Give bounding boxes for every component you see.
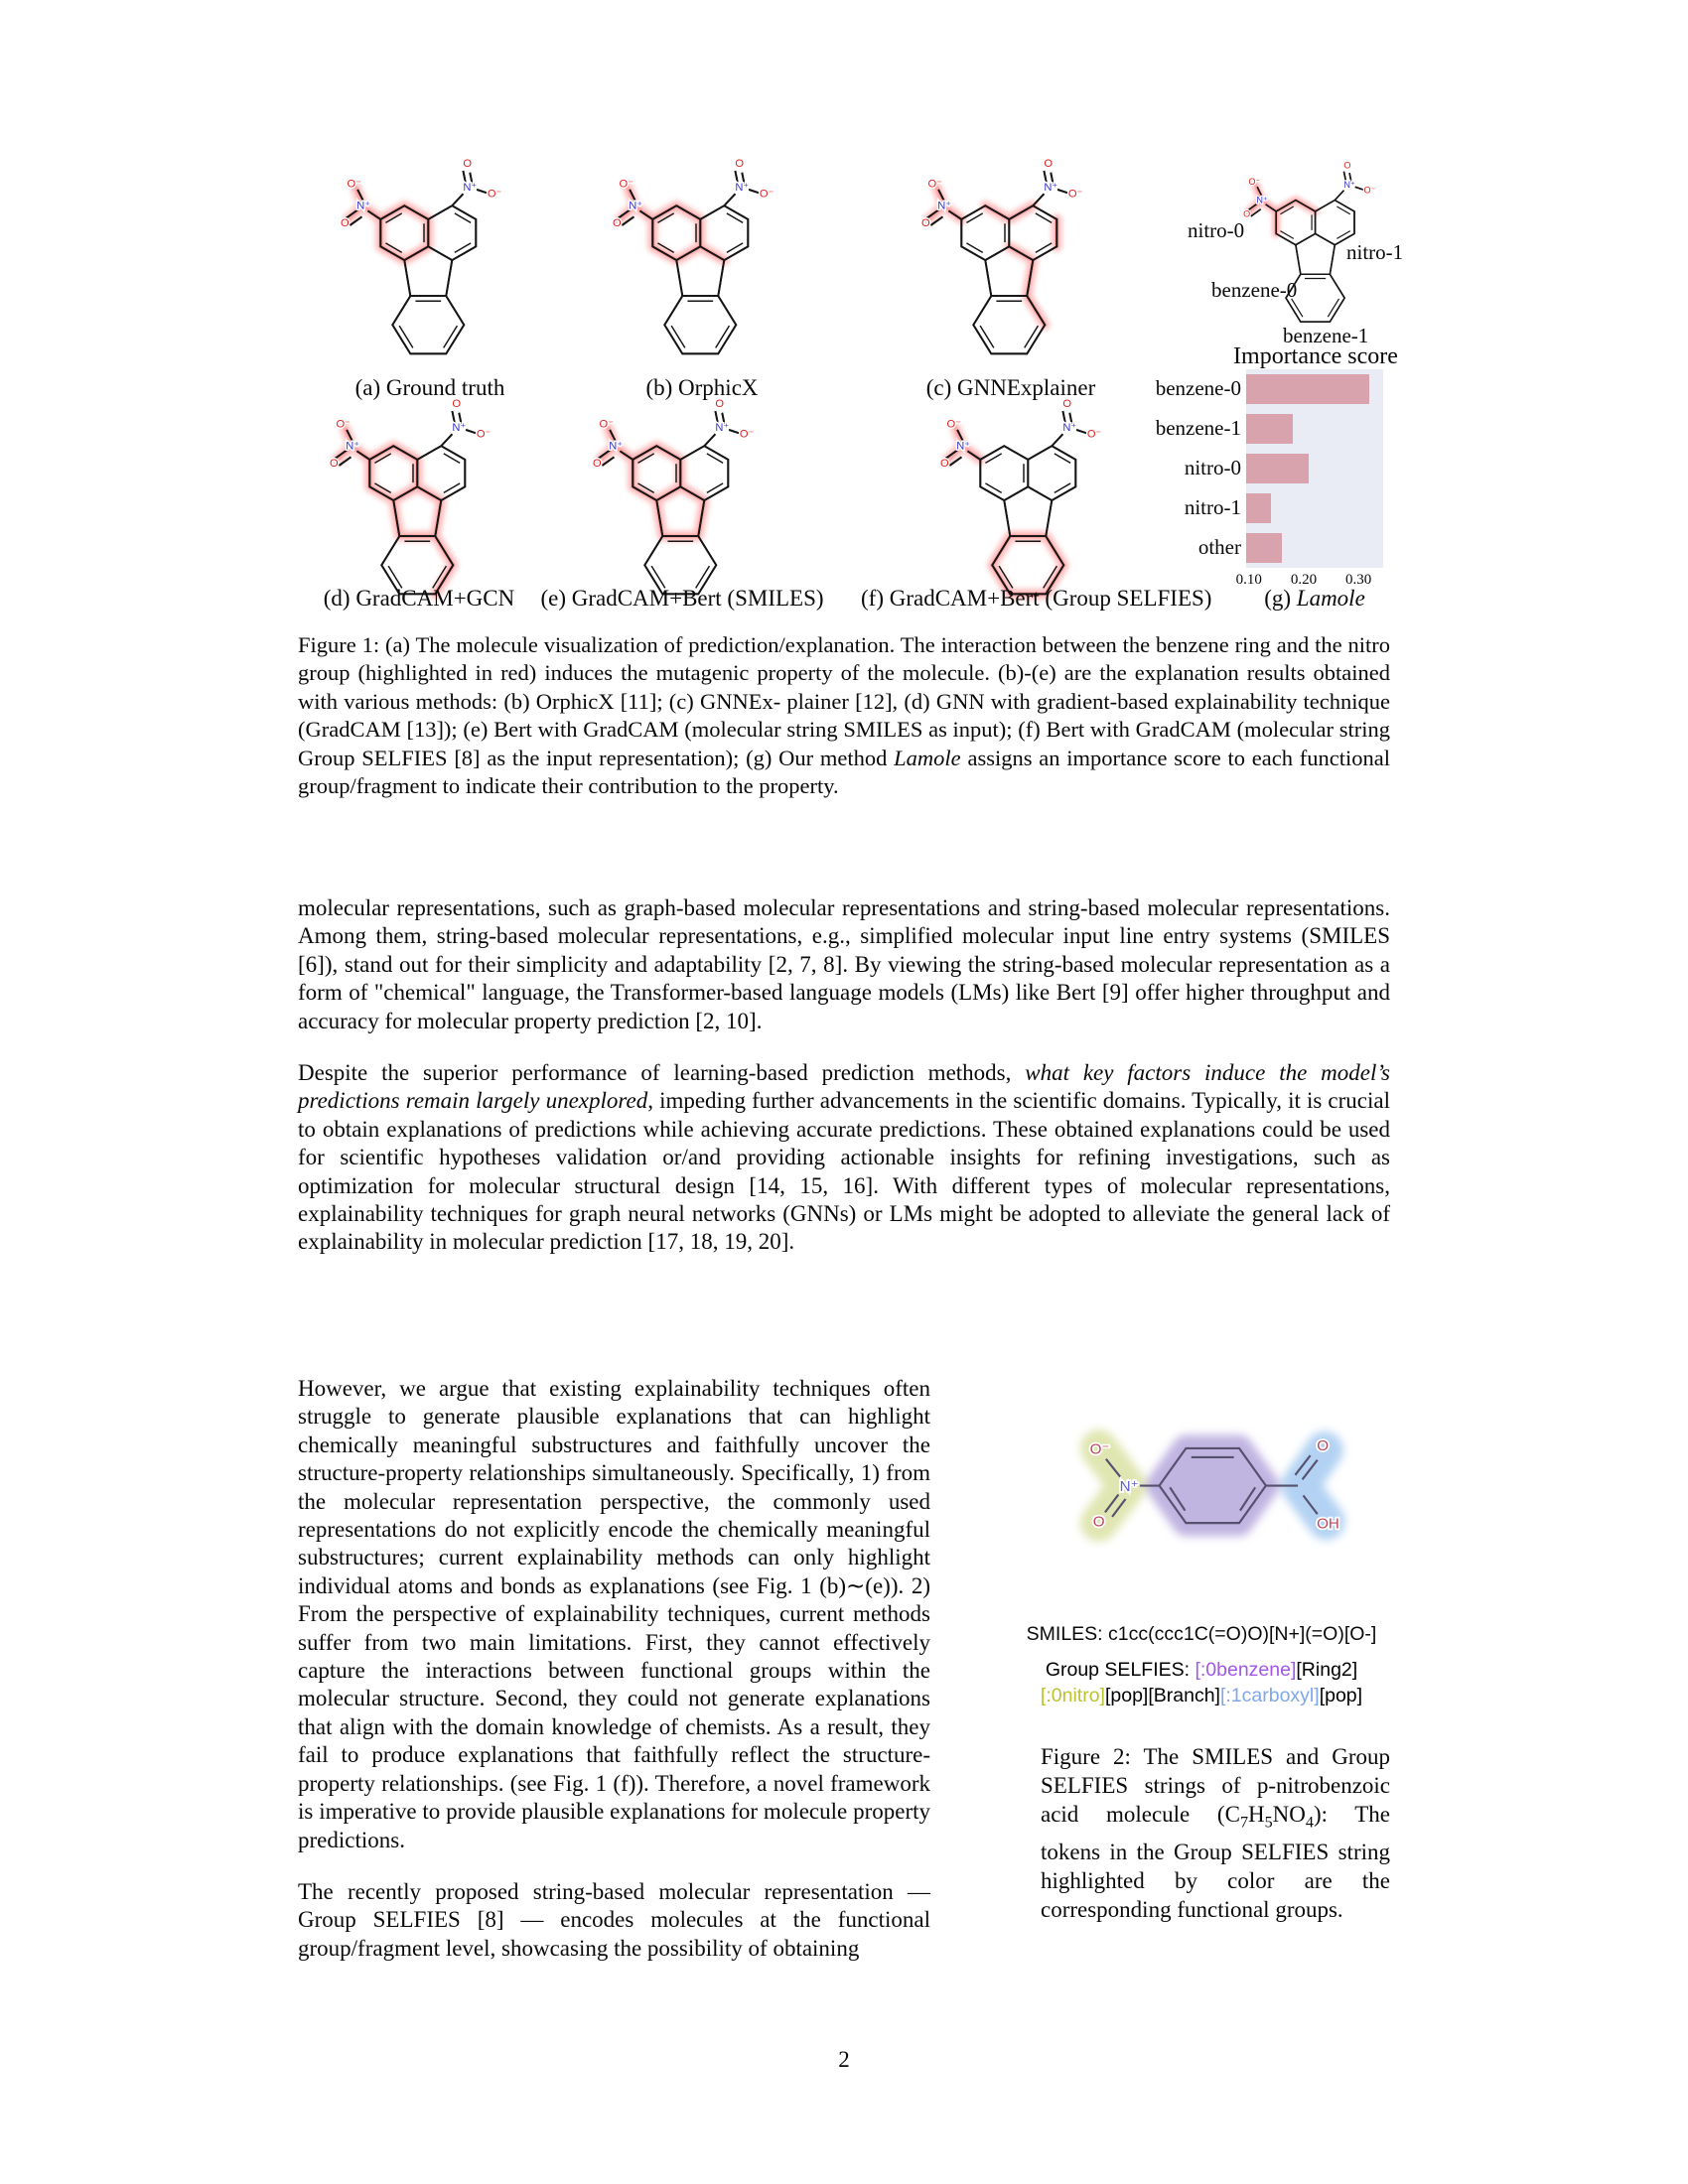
fragment-label-nitro0: nitro-0	[1188, 218, 1245, 242]
chart-title: Importance score	[1233, 343, 1398, 369]
chart-bar-benzene-1	[1246, 414, 1293, 444]
molecule-structure	[330, 393, 508, 614]
selfies-token: [:0nitro]	[1040, 1685, 1105, 1706]
svg-text:O⁻: O⁻	[599, 418, 614, 431]
chart-xtick-label: 0.30	[1345, 572, 1372, 588]
svg-text:N⁺: N⁺	[629, 200, 643, 212]
figure1-caption: Figure 1: (a) The molecule visualization of prediction/explanation. The interaction between the benzene ring and the nitro group (highlighted in red) induces the mutagenic property of the molecule. (b)-(e) are the explanation results obtained with various methods: (b) OrphicX [11]; (c) GNNEx- plainer [12], (d) GNN with gradient-based explainability technique (GradCAM [13]); (e) Bert with GradCAM (molecular string SMILES as input); (f) Bert with GradCAM (molecular string Group SELFIES [8] as the input representation); (g) Our method Lamole assigns an importance score to each functional group/fragment to indicate their contribution to the property.	[298, 632, 1390, 799]
svg-text:N⁺: N⁺	[735, 181, 750, 194]
svg-text:O: O	[940, 457, 949, 470]
fragment-label-benzene0: benzene-0	[1211, 278, 1298, 302]
svg-text:N⁺: N⁺	[1062, 421, 1077, 434]
svg-text:O⁻: O⁻	[759, 188, 774, 201]
molecule-structure	[593, 393, 772, 614]
svg-text:N⁺: N⁺	[463, 181, 478, 194]
svg-text:O: O	[593, 457, 602, 470]
svg-text:O: O	[1092, 1513, 1105, 1531]
svg-text:N⁺: N⁺	[715, 421, 730, 434]
figure1-panel-a	[341, 153, 519, 379]
page-number: 2	[838, 2047, 850, 2072]
svg-text:O⁻: O⁻	[336, 418, 351, 431]
svg-text:N⁺: N⁺	[937, 200, 952, 212]
svg-text:O⁻: O⁻	[1089, 1440, 1110, 1458]
molecule-structure-fig2	[1046, 1413, 1383, 1560]
selfies-token: Group SELFIES:	[1045, 1659, 1196, 1681]
svg-text:O: O	[1243, 208, 1251, 219]
chart-category-label: benzene-1	[1155, 416, 1241, 440]
svg-text:N⁺: N⁺	[452, 421, 467, 434]
chart-xtick-label: 0.20	[1290, 572, 1318, 588]
svg-text:N⁺: N⁺	[356, 200, 371, 212]
svg-text:O⁻: O⁻	[946, 418, 961, 431]
svg-text:N⁺: N⁺	[1119, 1477, 1139, 1495]
molecule-structure	[341, 153, 519, 374]
panel-caption-a: (a) Ground truth	[354, 375, 505, 400]
chart-category-label: benzene-0	[1155, 376, 1241, 400]
svg-text:N⁺: N⁺	[956, 440, 971, 453]
svg-text:N⁺: N⁺	[1044, 181, 1058, 194]
svg-text:N⁺: N⁺	[346, 440, 360, 453]
svg-text:O⁻: O⁻	[619, 178, 633, 191]
svg-text:N⁺: N⁺	[1256, 195, 1268, 205]
importance-score-chart	[1246, 369, 1383, 568]
group-selfies-string-line2	[1013, 1685, 1390, 1707]
selfies-token: [:0benzene]	[1195, 1659, 1297, 1681]
selfies-token: [pop]	[1319, 1685, 1363, 1706]
group-selfies-string-line1	[1013, 1659, 1390, 1682]
svg-text:N⁺: N⁺	[1343, 179, 1355, 190]
svg-text:O: O	[1062, 397, 1072, 410]
chart-category-label: other	[1197, 535, 1241, 559]
svg-text:O: O	[715, 397, 725, 410]
body-text-full	[298, 894, 1390, 1257]
figure2-caption: Figure 2: The SMILES and Group SELFIES strings of p-nitrobenzoic acid molecule $(C_7H_5NO_4)$: The tokens in the Group SELFIES string highlighted by color are the corresponding functional groups.	[1041, 1744, 1390, 1922]
figure1-panel-c	[921, 153, 1100, 379]
svg-text:O⁻: O⁻	[1248, 177, 1261, 188]
svg-text:O⁻: O⁻	[476, 428, 492, 441]
svg-text:O: O	[463, 157, 473, 170]
molecule-structure	[921, 153, 1100, 374]
svg-text:O⁻: O⁻	[739, 428, 755, 441]
fragment-label-nitro1: nitro-1	[1346, 240, 1404, 264]
panel-caption-b: (b) OrphicX	[645, 375, 759, 400]
selfies-token: [:1carboxyl]	[1219, 1685, 1320, 1706]
panel-caption-e: (e) GradCAM+Bert (SMILES)	[540, 586, 824, 611]
chart-xtick-label: 0.10	[1235, 572, 1262, 588]
svg-text:O: O	[735, 157, 745, 170]
panel-caption-d: (d) GradCAM+GCN	[323, 586, 515, 611]
svg-text:O: O	[921, 216, 930, 229]
chart-category-label: nitro-0	[1184, 456, 1241, 479]
svg-text:O: O	[452, 397, 462, 410]
panel-caption-f: (f) GradCAM+Bert (Group SELFIES)	[861, 586, 1212, 611]
paragraph: However, we argue that existing explainability techniques often struggle to generate plausible explanations that can highlight chemically meaningful substructures and faithfully uncover the structure-property relationships simultaneously. Specifically, 1) from the molecular representation perspective, the commonly used representations do not explicitly encode the chemically meaningful substructures; current explainability methods can only highlight individual atoms and bonds as explanations (see Fig. 1 (b)∼(e)). 2) From the perspective of explainability techniques, current methods suffer from two main limitations. First, they cannot effectively capture the interactions between functional groups within the molecular structure. Second, they could not generate explanations that align with the domain knowledge of chemists. As a result, they fail to produce explanations that faithfully reflect the structure-property relationships. (see Fig. 1 (f)). Therefore, a novel framework is imperative to provide plausible explanations for molecule property predictions.	[298, 1376, 930, 1852]
carboxyl-highlight	[1300, 1450, 1327, 1522]
selfies-token: [pop][Branch]	[1104, 1685, 1220, 1706]
panel-caption-g: (g) Lamole	[1264, 586, 1365, 611]
chart-bar-nitro-0	[1246, 454, 1309, 483]
svg-text:O⁻: O⁻	[487, 188, 502, 201]
svg-text:O⁻: O⁻	[347, 178, 361, 191]
svg-text:O: O	[341, 216, 350, 229]
svg-text:O⁻: O⁻	[927, 178, 942, 191]
figure1	[298, 149, 1404, 620]
paragraph: Despite the superior performance of learning-based prediction methods, what key factors induce the model’s predictions remain largely unexplored, impeding further advancements in the scientific domains. Typically, it is crucial to obtain explanations of predictions while achieving accurate predictions. These obtained explanations could be used for scientific hypotheses validation or/and providing actionable insights for refining investigations, such as optimization for molecular structural design [14, 15, 16]. With different types of molecular representations, explainability techniques for graph neural networks (GNNs) or LMs might be adopted to alleviate the general lack of explainability in molecular prediction [17, 18, 19, 20].	[298, 1060, 1391, 1255]
svg-text:O: O	[1317, 1436, 1330, 1454]
svg-text:O⁻: O⁻	[1086, 428, 1102, 441]
svg-text:O: O	[330, 457, 339, 470]
svg-text:O: O	[1343, 160, 1351, 171]
chart-bar-nitro-1	[1246, 493, 1271, 523]
svg-text:O⁻: O⁻	[1363, 185, 1376, 196]
chart-bar-benzene-0	[1246, 374, 1369, 404]
smiles-string: SMILES: c1cc(ccc1C(=O)O)[N+](=O)[O-]	[1026, 1623, 1377, 1645]
fragment-label-benzene1: benzene-1	[1283, 324, 1369, 347]
paragraph: The recently proposed string-based molecular representation — Group SELFIES [8] — encodes molecules at the functional group/fragment level, showcasing the possibility of obtaining	[298, 1878, 930, 1961]
chart-bar-other	[1246, 533, 1282, 563]
body-text-left-column	[298, 1375, 930, 1963]
figure1-panel-b	[613, 153, 791, 379]
chart-category-label: nitro-1	[1184, 495, 1241, 519]
svg-text:OH: OH	[1317, 1515, 1339, 1533]
benzene-highlight	[1160, 1448, 1266, 1523]
svg-text:O: O	[613, 216, 622, 229]
svg-text:O⁻: O⁻	[1067, 188, 1083, 201]
paragraph: molecular representations, such as graph-based molecular representations and string-based molecular representations. Among them, string-based molecular representations, e.g., simplified molecular input line entry systems (SMILES [6]), stand out for their simplicity and adaptability [2, 7, 8]. By viewing the string-based molecular representation as a form of "chemical" language, the Transformer-based language models (LMs) like Bert [9] offer higher throughput and accuracy for molecular property prediction [2, 10].	[298, 895, 1390, 1033]
panel-caption-c: (c) GNNExplainer	[925, 375, 1096, 400]
svg-text:O: O	[1044, 157, 1054, 170]
selfies-token: [Ring2]	[1296, 1659, 1358, 1681]
molecule-structure	[613, 153, 791, 374]
svg-text:N⁺: N⁺	[609, 440, 624, 453]
molecule-figure2	[1046, 1413, 1383, 1565]
